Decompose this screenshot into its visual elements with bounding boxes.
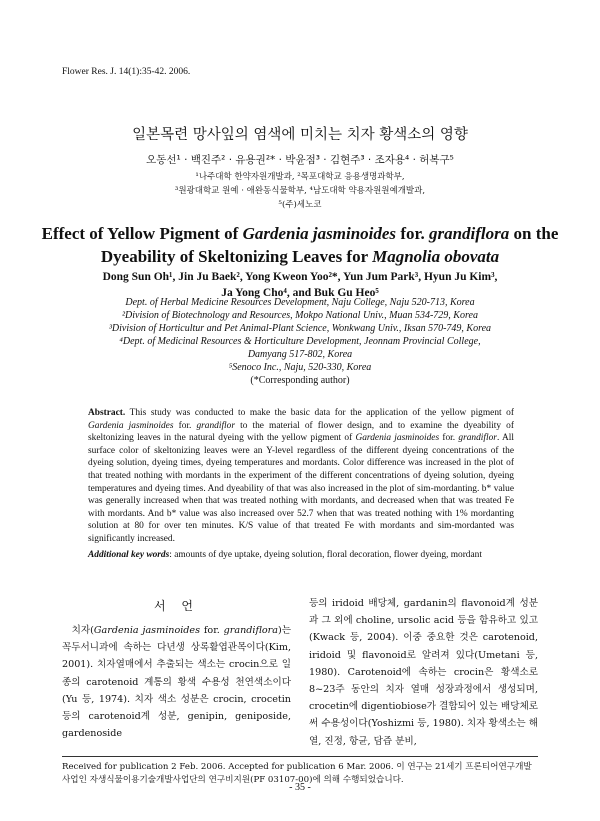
- section-title-introduction: 서 언: [154, 599, 199, 613]
- footnote: Received for publication 2 Feb. 2006. Accepted for publication 6 Mar. 2006. 이 연구는 21세기 프론티어연구개발사업인 자생식물이용기술개발사업단의 연구비지원(PF 03107-00)에 의해 수행되었습니다.: [62, 762, 532, 785]
- english-authors: Dong Sun Oh¹, Jin Ju Baek², Yong Kweon Yoo²*, Yun Jum Park³, Hyun Ju Kim³, Ja Yong Cho⁴, and Buk Gu Heo⁵: [102, 271, 498, 299]
- page-number: - 35 -: [289, 782, 311, 793]
- body-left-column: 치자(Gardenia jasminoides for. grandiflora)는 꼭두서니과에 속하는 다년생 상록활엽관목이다(Kim, 2001). 치자열매에서 추출되는 색소는 crocin으로 일종의 carotenoid 계통의 황색 수용성 천연색소이다(Yu 등, 1974). 치자 색소 성분은 crocin, crocetin 등의 carotenoid계 성분, genipin, geniposide, gardenoside: [62, 625, 291, 740]
- korean-authors: 오동선¹ · 백진주² · 유용권²* · 박윤점³ · 김현주³ · 조자용⁴ · 허복구⁵: [146, 154, 454, 166]
- korean-affiliation-3: ⁵(주)세노코: [278, 200, 322, 210]
- additional-keywords: Additional key words: amounts of dye uptake, dyeing solution, floral decoration, flower dyeing, mordant: [88, 550, 482, 560]
- english-title: Effect of Yellow Pigment of Gardenia jasminoides for. grandiflora on the Dyeability of Skeltonizing Leaves for Magnolia obovata: [41, 224, 559, 266]
- english-affiliation-1: Dept. of Herbal Medicine Resources Development, Naju College, Naju 520-713, Korea: [125, 297, 475, 308]
- footnote-divider: [62, 756, 538, 757]
- journal-citation: Flower Res. J. 14(1):35-42. 2006.: [62, 67, 191, 77]
- corresponding-author-note: (*Corresponding author): [250, 375, 350, 386]
- abstract: Abstract. This study was conducted to make the basic data for the application of the yellow pigment of Gardenia jasminoides for. grandiflor to the material of flower design, and to examine the dyeability of skeltonizing leaves in the natural dyeing with the yellow pigment of Gardenia jasminoides for. grandiflor. All surface color of skeltonizing leaves were an Y-level regardless of the different dyeing concentrations of the dyeing solution, dyeing times, dyeing temperatures and mordants. Color difference was increased in the plot of that treated nothing with mordants in the experiment of the different concentrations of dyeing solution, dyeing temperatures and dyeing times. And dyeability of that was also increased in the plot of sim-mordanting. b* value was generally increased when that was treated nothing with mordants, and decreased when that was treated Fe with mordants. And b* value was also increased over 52.7 when that was treated nothing with 1% mordanting solution at 80 for over ten minutes. K/S value of that treated Fe with mordants and sim-mordanted was significantly increased.: [88, 408, 514, 544]
- english-affiliation-6: ⁵Senoco Inc., Naju, 520-330, Korea: [228, 362, 372, 373]
- body-right-column: 등의 iridoid 배당체, gardanin의 flavonoid계 성분과 그 외에 choline, ursolic acid 등을 함유하고 있고(Kwack 등, 2004). 이중 중요한 것은 carotenoid, iridoid 및 flavonoid로 알려져 있다(Umetani 등, 1980). Carotenoid에 속하는 crocin은 황색소로 8~23주 동안의 치자 열매 성장과정에서 생성되며, crocetin에 digentiobiose가 결합되어 있는 배당체로써 수용성이다(Yoshizmi 등, 1980). 치자 황색소는 해열, 진정, 항균, 담즙 분비,: [309, 598, 538, 747]
- korean-affiliation-2: ³원광대학교 원예 · 애완동식물학부, ⁴남도대학 약용자원원예개발과,: [174, 186, 426, 196]
- english-affiliation-4: ⁴Dept. of Medicinal Resources & Horticulture Development, Jeonnam Provincial College,: [119, 336, 481, 347]
- english-affiliation-5: Damyang 517-802, Korea: [247, 349, 353, 360]
- english-affiliation-3: ³Division of Horticultur and Pet Animal-Plant Science, Wonkwang Univ., Iksan 570-749, Korea: [108, 323, 492, 334]
- korean-title: 일본목련 망사잎의 염색에 미치는 치자 황색소의 영향: [132, 127, 468, 143]
- english-affiliation-2: ²Division of Biotechnology and Resources, Mokpo National Univ., Muan 534-729, Korea: [122, 310, 478, 321]
- korean-affiliation-1: ¹나주대학 한약자원개발과, ²목포대학교 응용생명과학부,: [195, 172, 405, 182]
